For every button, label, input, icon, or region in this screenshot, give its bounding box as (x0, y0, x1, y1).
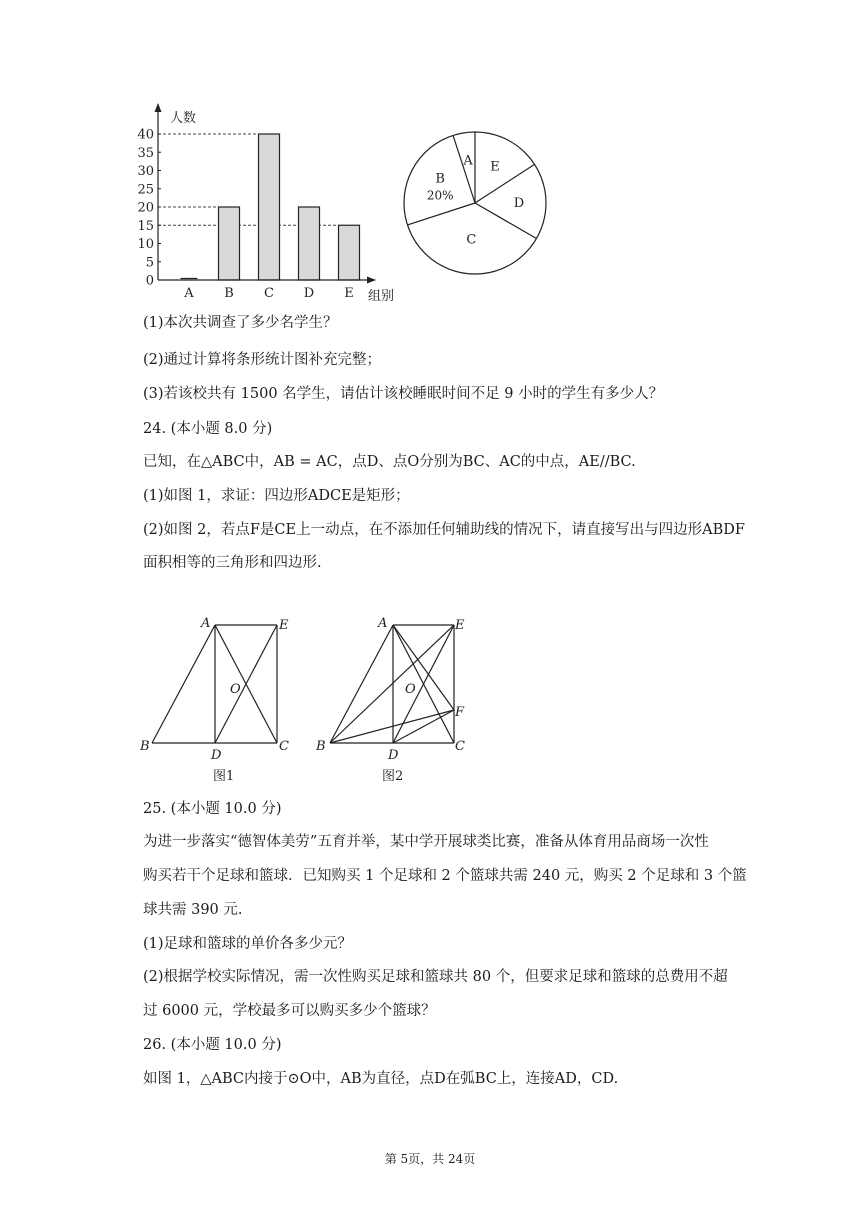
y-axis-arrow (155, 103, 162, 112)
pie-label-B-percent: 20% (426, 188, 454, 203)
point-label-F: F (455, 705, 465, 720)
y-tick-label: 10 (137, 237, 154, 252)
x-tick-label: E (344, 286, 354, 301)
point-label-A: A (378, 616, 388, 631)
q24-part2-line1: (2)如图 2，若点F是CE上一动点，在不添加任何辅助线的情况下，请直接写出与四边形ABDF (143, 522, 745, 538)
q25-part2-line1: (2)根据学校实际情况，需一次性购买足球和篮球共 80 个，但要求足球和篮球的总费用不超 (143, 969, 728, 985)
point-label-A: A (201, 616, 211, 631)
x-tick-label: B (224, 286, 234, 301)
point-label-E: E (279, 618, 289, 633)
y-axis-title: 人数 (170, 111, 197, 126)
bar-chart (130, 100, 400, 305)
bar-E (339, 225, 360, 280)
q23-part2: (2)通过计算将条形统计图补充完整； (143, 352, 382, 368)
y-tick-label: 25 (137, 182, 154, 198)
point-label-D: D (211, 748, 222, 763)
pie-label-C: C (466, 232, 477, 248)
y-tick-label: 5 (145, 255, 154, 271)
x-axis-title: 组别 (368, 289, 395, 304)
q24-part1: (1)如图 1，求证：四边形ADCE是矩形； (143, 488, 410, 504)
x-axis-arrow (367, 277, 376, 284)
bar-C (259, 134, 280, 280)
x-tick-label: D (303, 286, 315, 301)
point-label-B: B (140, 739, 150, 754)
point-label-O: O (230, 682, 241, 697)
q26-heading: 26. (本小题 10.0 分) (143, 1037, 282, 1053)
pie-chart (400, 128, 552, 280)
q25-part2-line2: 过 6000 元，学校最多可以购买多少个篮球？ (143, 1003, 436, 1019)
q26-stem: 如图 1，△ABC内接于⊙O中，AB为直径，点D在弧BC上，连接AD，CD. (143, 1071, 619, 1087)
y-tick-label: 30 (137, 164, 154, 179)
page-footer: 第 5页，共 24页 (384, 1152, 476, 1166)
bar-B (219, 207, 240, 280)
q25-para-line3: 球共需 390 元. (143, 902, 243, 918)
point-label-C: C (279, 739, 289, 754)
point-label-E: E (455, 618, 465, 633)
q25-heading: 25. (本小题 10.0 分) (143, 801, 282, 817)
x-tick-label: C (264, 286, 274, 301)
q24-stem: 已知，在△ABC中，AB = AC，点D、点O分别为BC、AC的中点，AE//BC. (143, 454, 636, 470)
q24-part2-line2: 面积相等的三角形和四边形. (143, 555, 322, 571)
y-tick-label: 40 (137, 127, 154, 143)
figure-2-caption: 图2 (382, 769, 404, 784)
q25-para-line2: 购买若干个足球和篮球．已知购买 1 个足球和 2 个篮球共需 240 元，购买 2 个足球和 3 个篮 (143, 868, 747, 884)
bar-D (299, 207, 320, 280)
pie-label-B: B (435, 171, 445, 187)
pie-label-E: E (490, 159, 500, 175)
pie-label-A: A (463, 153, 473, 169)
point-label-O: O (405, 682, 416, 697)
x-tick-label: A (184, 286, 194, 301)
q23-part1: (1)本次共调查了多少名学生？ (143, 315, 338, 331)
q25-para-line1: 为进一步落实“德智体美劳”五育并举，某中学开展球类比赛，准备从体育用品商场一次性 (143, 834, 709, 850)
y-tick-label: 35 (137, 145, 154, 161)
q25-part1: (1)足球和篮球的单价各多少元？ (143, 936, 353, 952)
q23-part3: (3)若该校共有 1500 名学生，请估计该校睡眠时间不足 9 小时的学生有多少人？ (143, 386, 664, 402)
geometry-figure-1 (135, 610, 300, 785)
y-tick-label: 15 (137, 218, 154, 234)
point-label-D: D (388, 748, 399, 763)
figure-1-caption: 图1 (213, 769, 235, 784)
point-label-B: B (316, 739, 326, 754)
y-tick-label: 0 (145, 273, 154, 289)
pie-label-D: D (513, 196, 525, 212)
y-tick-label: 20 (137, 200, 154, 216)
q24-heading: 24. (本小题 8.0 分) (143, 421, 273, 437)
point-label-C: C (455, 739, 465, 754)
geometry-figure-2 (308, 610, 473, 785)
